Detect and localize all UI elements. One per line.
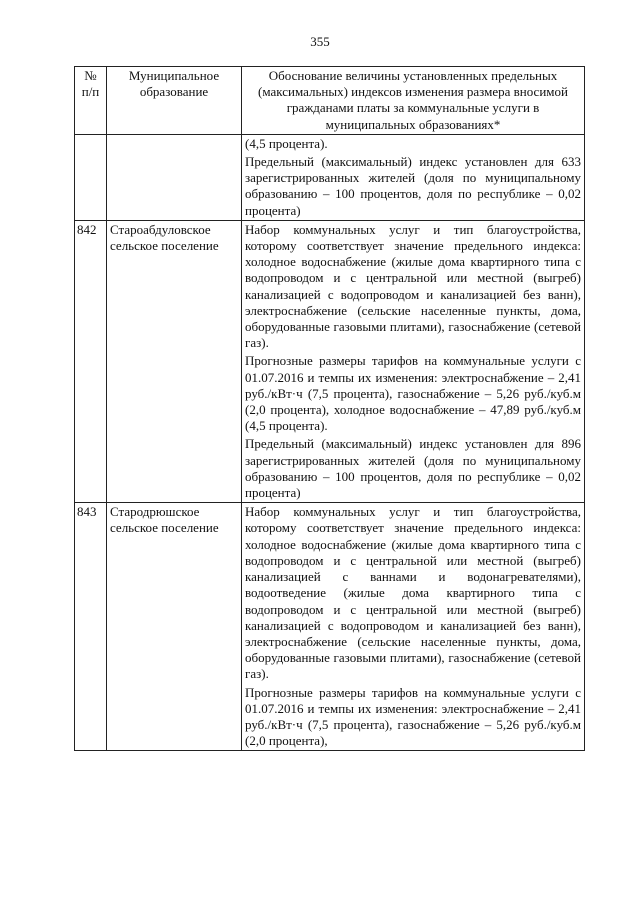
paragraph: Набор коммунальных услуг и тип благоустройства, которому соответствует значение предельного индекса: холодное водоснабжение (жилые дома квартирного типа с водопроводом и с центральной или местной (выгреб) канализацией с водопроводом и канализацией без ванн), электроснабжение (сельские населенные пункты, дома, оборудованные газовыми плитами), газоснабжение (сетевой газ). bbox=[245, 221, 581, 351]
cell-justification bbox=[242, 134, 585, 220]
cell-municipality bbox=[107, 134, 242, 220]
table-row-842 bbox=[75, 220, 585, 502]
header-municipality: Муниципальное образование bbox=[107, 67, 242, 135]
table-row-continuation bbox=[75, 134, 585, 220]
paragraph: Прогнозные размеры тарифов на коммунальные услуги с 01.07.2016 и темпы их изменения: электроснабжение – 2,41 руб./кВт·ч (7,5 процента), газоснабжение – 5,26 руб./куб.м (2,0 процента), bbox=[245, 684, 581, 749]
cell-num bbox=[75, 134, 107, 220]
paragraph: Предельный (максимальный) индекс установлен для 633 зарегистрированных жителей (доля по муниципальному образованию – 100 процентов, доля по республике – 0,02 процента) bbox=[245, 154, 581, 218]
paragraph: Прогнозные размеры тарифов на коммунальные услуги с 01.07.2016 и темпы их изменения: электроснабжение – 2,41 руб./кВт·ч (7,5 процента), газоснабжение – 5,26 руб./куб.м (2,0 процента), холодное водоснабжение – 47,89 руб./куб.м (4,5 процента). bbox=[245, 353, 581, 434]
header-justification: Обоснование величины установленных предельных (максимальных) индексов изменения размера вносимой гражданами платы за коммунальные услуги в муниципальных образованиях* bbox=[242, 67, 585, 135]
cell-num: 843 bbox=[75, 503, 107, 751]
header-num: № п/п bbox=[75, 67, 107, 135]
paragraph: Набор коммунальных услуг и тип благоустройства, которому соответствует значение предельного индекса: холодное водоснабжение (жилые дома квартирного типа с водопроводом и с центральной или местной (выгреб) канализацией с ваннами и водонагревателями), водоотведение (жилые дома квартирного типа с водопроводом и с центральной или местной (выгреб) канализацией с водопроводом и канализацией без ванн), электроснабжение (сельские населенные пункты, дома, оборудованные газовыми плитами), газоснабжение (сетевой газ). bbox=[245, 504, 581, 682]
cell-municipality: Староабдуловское сельское поселение bbox=[107, 220, 242, 502]
page-number: 355 bbox=[310, 34, 330, 49]
table-header-row bbox=[75, 67, 585, 135]
cell-num: 842 bbox=[75, 220, 107, 502]
tariff-table bbox=[74, 66, 585, 751]
paragraph: Предельный (максимальный) индекс установлен для 896 зарегистрированных жителей (доля по муниципальному образованию – 100 процентов, доля по республике – 0,02 процента) bbox=[245, 436, 581, 501]
cell-justification bbox=[242, 503, 585, 751]
paragraph: (4,5 процента). bbox=[245, 135, 328, 151]
cell-municipality: Стародрюшское сельское поселение bbox=[107, 503, 242, 751]
table-row-843 bbox=[75, 503, 585, 751]
cell-justification bbox=[242, 220, 585, 502]
